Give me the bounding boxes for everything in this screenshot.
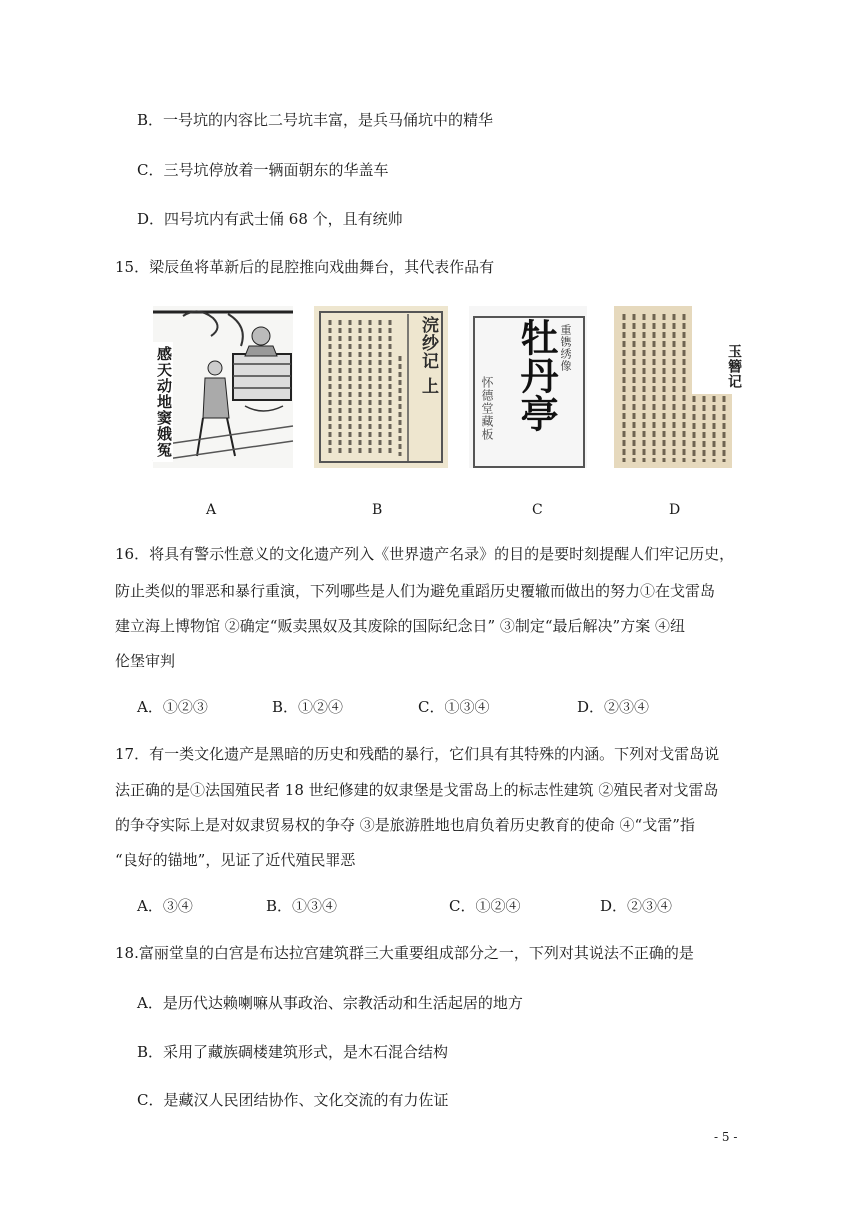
q16-option-c: C．①③④ — [418, 698, 490, 716]
q15-image-a — [153, 306, 293, 468]
q16-option-a: A．①②③ — [137, 698, 208, 716]
q17-line-4: “良好的锚地”，见证了近代殖民罪恶 — [115, 851, 356, 869]
q15-image-a-caption: 感天动地窦娥冤 — [155, 346, 173, 458]
q15-stem: 15．梁辰鱼将革新后的昆腔推向戏曲舞台，其代表作品有 — [115, 258, 495, 276]
page-number: - 5 - — [714, 1130, 738, 1144]
q17-option-c: C．①②④ — [449, 897, 521, 915]
q15-image-d — [614, 306, 742, 468]
q14-option-b: B．一号坑的内容比二号坑丰富，是兵马俑坑中的精华 — [137, 111, 494, 129]
q15-image-c — [469, 306, 587, 468]
q17-line-3: 的争夺实际上是对奴隶贸易权的争夺 ③是旅游胜地也肩负着历史教育的使命 ④“戈雷”指 — [115, 816, 695, 834]
q16-line-3: 建立海上博物馆 ②确定“贩卖黑奴及其废除的国际纪念日” ③制定“最后解决”方案 ④纽 — [115, 617, 685, 635]
q18-option-a: A．是历代达赖喇嘛从事政治、宗教活动和生活起居的地方 — [137, 994, 523, 1012]
q15-label-d: D — [669, 502, 681, 518]
q16-line-4: 伦堡审判 — [115, 652, 176, 670]
q17-line-1: 17．有一类文化遗产是黑暗的历史和残酷的暴行，它们具有其特殊的内涵。下列对戈雷岛说 — [115, 745, 720, 763]
q15-label-c: C — [532, 502, 543, 518]
q15-image-c-side2: 怀德堂藏板 — [480, 376, 494, 441]
q15-image-d-caption: 玉簪记 — [726, 344, 742, 389]
q15-label-b: B — [372, 502, 383, 518]
q15-image-b-caption: 浣纱记 上 — [418, 316, 438, 395]
q15-image-c-title: 牡丹亭 — [514, 318, 559, 432]
q17-line-2: 法正确的是①法国殖民者 18 世纪修建的奴隶堡是戈雷岛上的标志性建筑 ②殖民者对戈雷岛 — [115, 781, 719, 799]
q16-option-d: D．②③④ — [577, 698, 650, 716]
q15-label-a: A — [206, 502, 217, 518]
q18-option-b: B．采用了藏族碉楼建筑形式，是木石混合结构 — [137, 1043, 449, 1061]
q17-option-d: D．②③④ — [600, 897, 673, 915]
q15-image-c-side1: 重镌绣像 — [559, 324, 572, 372]
q15-image-b — [314, 306, 448, 468]
q18-stem: 18.富丽堂皇的白宫是布达拉宫建筑群三大重要组成部分之一，下列对其说法不正确的是 — [115, 944, 694, 962]
q16-line-1: 16．将具有警示性意义的文化遗产列入《世界遗产名录》的目的是要时刻提醒人们牢记历史， — [115, 545, 735, 563]
q16-option-b: B．①②④ — [272, 698, 344, 716]
q18-option-c: C．是藏汉人民团结协作、文化交流的有力佐证 — [137, 1091, 449, 1109]
q17-option-b: B．①③④ — [266, 897, 338, 915]
q14-option-d: D．四号坑内有武士俑 68 个，且有统帅 — [137, 210, 403, 228]
q16-line-2: 防止类似的罪恶和暴行重演，下列哪些是人们为避免重蹈历史覆辙而做出的努力①在戈雷岛 — [115, 582, 716, 600]
q17-option-a: A．③④ — [137, 897, 193, 915]
q14-option-c: C．三号坑停放着一辆面朝东的华盖车 — [137, 161, 389, 179]
